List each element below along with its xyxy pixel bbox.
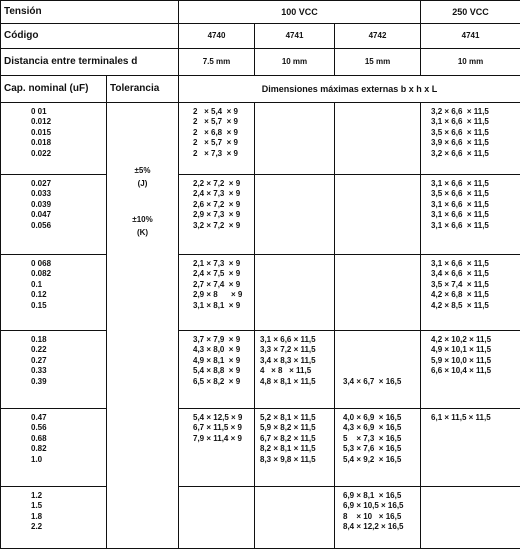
- tolerance-cell: [107, 103, 179, 549]
- cap-nominal-label: Cap. nominal (uF): [1, 76, 107, 103]
- dims-4740-group-4: 3,7 × 7,9 × 9 4,3 × 8,0 × 9 4,9 × 8,1 × 9 5,4 × 8,8 × 9 6,5 × 8,2 × 9: [179, 331, 255, 409]
- dims-4741-group-6: [255, 487, 335, 549]
- distance-250: 10 mm: [421, 49, 520, 76]
- tension-label: Tensión: [1, 1, 179, 24]
- dims-4741-group-2: [255, 175, 335, 255]
- dims-4740-group-3: 2,1 × 7,3 × 9 2,4 × 7,5 × 9 2,7 × 7,4 × 9 2,9 × 8 × 9 3,1 × 8,1 × 9: [179, 255, 255, 331]
- dims-4741-group-5: 5,2 × 8,1 × 11,5 5,9 × 8,2 × 11,5 6,7 × 8,2 × 11,5 8,2 × 8,1 × 11,5 8,3 × 9,8 × 11,5: [255, 409, 335, 487]
- tolerance-k-code: (K): [136, 227, 149, 237]
- distancia-label: Distancia entre terminales d: [1, 49, 179, 76]
- dims-250-group-3: 3,1 × 6,6 × 11,5 3,4 × 6,6 × 11,5 3,5 × 7,4 × 11,5 4,2 × 6,8 × 11,5 4,2 × 8,5 × 11,5: [421, 255, 520, 331]
- distance-4742: 15 mm: [335, 49, 421, 76]
- code-4740: 4740: [179, 24, 255, 49]
- tolerance-5-percent: ±5%: [134, 165, 151, 175]
- dims-4740-group-6: [179, 487, 255, 549]
- dims-250-group-5: 6,1 × 11,5 × 11,5: [421, 409, 520, 487]
- dims-250-group-1: 3,2 × 6,6 × 11,5 3,1 × 6,6 × 11,5 3,5 × 6,6 × 11,5 3,9 × 6,6 × 11,5 3,2 × 6,6 × 11,5: [421, 103, 520, 175]
- dims-250-group-4: 4,2 × 10,2 × 11,5 4,9 × 10,1 × 11,5 5,9 × 10,0 × 11,5 6,6 × 10,4 × 11,5: [421, 331, 520, 409]
- code-4742: 4742: [335, 24, 421, 49]
- dims-4742-group-5: 4,0 × 6,9 × 16,5 4,3 × 6,9 × 16,5 5 × 7,3 × 16,5 5,3 × 7,6 × 16,5 5,4 × 9,2 × 16,5: [335, 409, 421, 487]
- cap-values-group-3: 0 068 0.082 0.1 0.12 0.15: [1, 255, 107, 331]
- distance-4741: 10 mm: [255, 49, 335, 76]
- dims-4740-group-5: 5,4 × 12,5 × 9 6,7 × 11,5 × 9 7,9 × 11,4 × 9: [179, 409, 255, 487]
- tolerance-j-code: (J): [137, 178, 148, 188]
- dims-4740-group-2: 2,2 × 7,2 × 9 2,4 × 7,3 × 9 2,6 × 7,2 × 9 2,9 × 7,3 × 9 3,2 × 7,2 × 9: [179, 175, 255, 255]
- code-4741: 4741: [255, 24, 335, 49]
- cap-values-group-5: 0.47 0.56 0.68 0.82 1.0: [1, 409, 107, 487]
- dims-4740-group-1: 2 × 5,4 × 9 2 × 5,7 × 9 2 × 6,8 × 9 2 × 5,7 × 9 2 × 7,3 × 9: [179, 103, 255, 175]
- dims-4741-group-3: [255, 255, 335, 331]
- dims-4742-group-4: 3,4 × 6,7 × 16,5: [335, 331, 421, 409]
- tolerancia-label: Tolerancia: [107, 76, 179, 103]
- code-250-4741: 4741: [421, 24, 520, 49]
- cap-values-group-4: 0.18 0.22 0.27 0.33 0.39: [1, 331, 107, 409]
- dims-250-group-6: [421, 487, 520, 549]
- tolerance-10-percent: ±10%: [132, 214, 153, 224]
- dims-4742-group-3: [335, 255, 421, 331]
- dims-4742-group-2: [335, 175, 421, 255]
- codigo-label: Código: [1, 24, 179, 49]
- dims-4741-group-4: 3,1 × 6,6 × 11,5 3,3 × 7,2 × 11,5 3,4 × 8,3 × 11,5 4 × 8 × 11,5 4,8 × 8,1 × 11,5: [255, 331, 335, 409]
- cap-values-group-1: 0 01 0.012 0.015 0.018 0.022: [1, 103, 107, 175]
- voltage-100-header: 100 VCC: [179, 1, 421, 24]
- distance-4740: 7.5 mm: [179, 49, 255, 76]
- dims-4742-group-6: 6,9 × 8,1 × 16,5 6,9 × 10,5 × 16,5 8 × 10 × 16,5 8,4 × 12,2 × 16,5: [335, 487, 421, 549]
- cap-values-group-2: 0.027 0.033 0.039 0.047 0.056: [1, 175, 107, 255]
- cap-values-group-6: 1.2 1.5 1.8 2.2: [1, 487, 107, 549]
- dims-250-group-2: 3,1 × 6,6 × 11,5 3,5 × 6,6 × 11,5 3,1 × 6,6 × 11,5 3,1 × 6,6 × 11,5 3,1 × 6,6 × 11,5: [421, 175, 520, 255]
- dims-4741-group-1: [255, 103, 335, 175]
- dims-4742-group-1: [335, 103, 421, 175]
- voltage-250-header: 250 VCC: [421, 1, 520, 24]
- dimensions-label: Dimensiones máximas externas b x h x L: [179, 76, 520, 103]
